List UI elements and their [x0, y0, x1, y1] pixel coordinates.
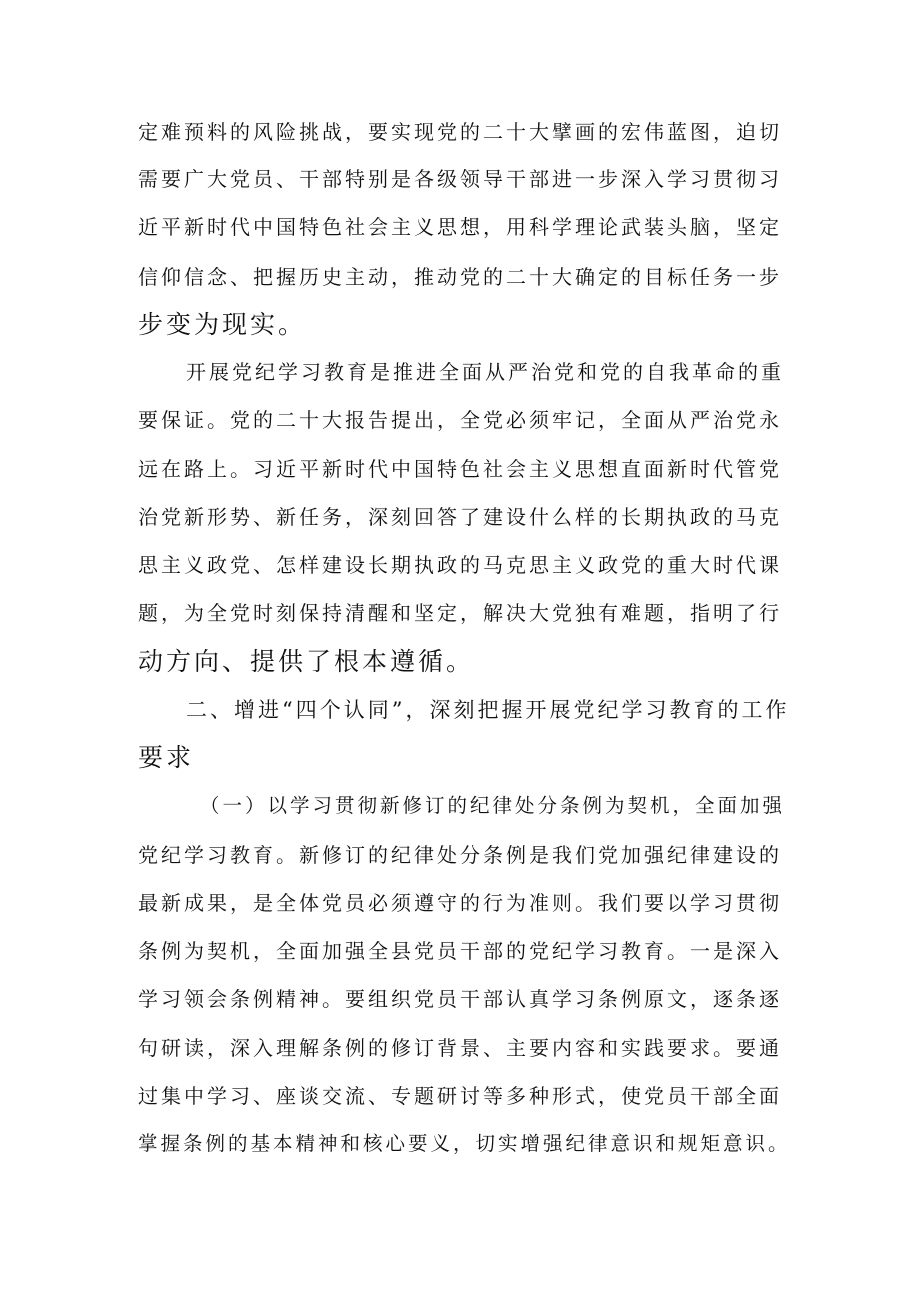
- text-line: 信仰信念、把握历史主动，推动党的二十大确定的目标任务一步: [138, 265, 782, 289]
- section-heading: 要求: [138, 743, 195, 772]
- text-line: 掌握条例的基本精神和核心要义，切实增强纪律意识和规矩意识。: [138, 1132, 791, 1155]
- text-line: 动方向、提供了根本遵循。: [138, 647, 475, 676]
- text-line: 步变为现实。: [138, 310, 307, 339]
- text-line: 题，为全党时刻保持清醒和坚定，解决大党独有难题，指明了行: [138, 601, 782, 625]
- text-line: 治党新形势、新任务，深刻回答了建设什么样的长期执政的马克: [138, 505, 782, 529]
- text-line: 最新成果，是全体党员必须遵守的行为准则。我们要以学习贯彻: [138, 891, 782, 915]
- section-heading: 二、增进“四个认同”，深刻把握开展党纪学习教育的工作: [186, 698, 790, 722]
- text-line: 党纪学习教育。新修订的纪律处分条例是我们党加强纪律建设的: [138, 843, 782, 867]
- text-line: 条例为契机，全面加强全县党员干部的党纪学习教育。一是深入: [138, 939, 782, 963]
- subsection-heading: （一）以学习贯彻新修订的纪律处分条例为契机，全面加强: [200, 794, 786, 817]
- text-line: 过集中学习、座谈交流、专题研讨等多种形式，使党员干部全面: [138, 1084, 782, 1108]
- text-line: 思主义政党、怎样建设长期执政的马克思主义政党的重大时代课: [138, 553, 782, 577]
- text-line: 要保证。党的二十大报告提出，全党必须牢记，全面从严治党永: [138, 408, 782, 432]
- text-line: 学习领会条例精神。要组织党员干部认真学习条例原文，逐条逐: [138, 987, 782, 1011]
- text-line: 句研读，深入理解条例的修订背景、主要内容和实践要求。要通: [138, 1036, 782, 1060]
- text-line: 定难预料的风险挑战，要实现党的二十大擘画的宏伟蓝图，迫切: [138, 120, 782, 144]
- text-line: 开展党纪学习教育是推进全面从严治党和党的自我革命的重: [186, 360, 784, 384]
- text-line: 远在路上。习近平新时代中国特色社会主义思想直面新时代管党: [138, 457, 782, 481]
- text-line: 需要广大党员、干部特别是各级领导干部进一步深入学习贯彻习: [138, 167, 782, 191]
- text-line: 近平新时代中国特色社会主义思想，用科学理论武装头脑，坚定: [138, 215, 782, 239]
